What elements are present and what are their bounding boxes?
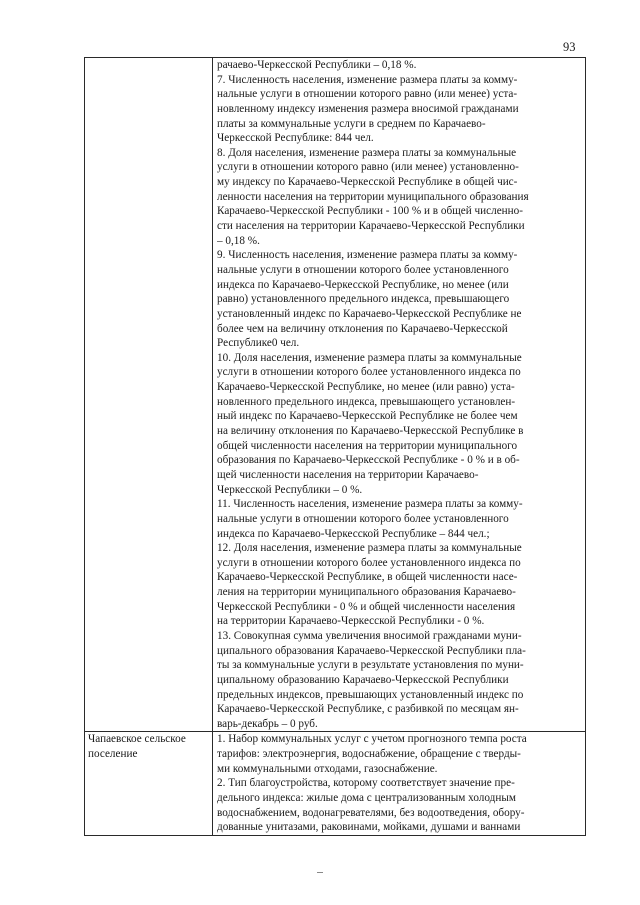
page-footer-mark	[317, 872, 323, 873]
indicator-text-line: на территории Карачаево-Черкесской Республики - 0 %.	[217, 615, 485, 628]
indicator-text-line: Черкесской Республики - 0 % и общей численности населения	[217, 600, 516, 613]
indicator-text-line: 8. Доля населения, изменение размера платы за коммунальные	[217, 146, 517, 159]
indicator-text-line: новленного предельного индекса, превышающего установлен-	[217, 395, 516, 408]
indicator-text-line: Карачаево-Черкесской Республике, с разбивкой по месяцам ян-	[217, 703, 519, 716]
indicator-text-line: равно) установленного предельного индекса, превышающего	[217, 293, 510, 306]
indicator-text-line: 13. Совокупная сумма увеличения вносимой гражданами муни-	[217, 629, 522, 642]
indicator-text-line: сти населения на территории Карачаево-Черкесской Республики	[217, 220, 525, 233]
indicator-text-line: услуги в отношении которого более установленного индекса по	[217, 366, 521, 379]
indicator-paragraph	[217, 629, 583, 731]
indicator-paragraph	[217, 146, 583, 248]
indicator-text-line: ципальному образованию Карачаево-Черкесской Республики	[217, 673, 509, 686]
indicator-text-line: образования по Карачаево-Черкесской Республике - 0 % и в об-	[217, 454, 520, 467]
indicator-text-line: водоснабжением, водонагревателями, без водоотведения, обору-	[217, 806, 525, 819]
indicator-text-line: ленности населения на территории муниципального образования	[217, 190, 529, 203]
indicator-paragraph	[217, 351, 583, 497]
indicators-cell	[213, 58, 586, 732]
indicator-text-line: 1. Набор коммунальных услуг с учетом прогнозного темпа роста	[217, 733, 527, 746]
indicator-text-line: 10. Доля населения, изменение размера платы за коммунальные	[217, 351, 522, 364]
indicator-text-line: Карачаево-Черкесской Республики - 100 % и в общей численно-	[217, 205, 523, 218]
indicator-paragraph	[217, 73, 583, 146]
indicator-text-line: варь-декабрь – 0 руб.	[217, 717, 318, 730]
indicator-text-line: Черкесской Республики – 0 %.	[217, 483, 363, 496]
indicator-text-line: Карачаево-Черкесской Республике, в общей численности насе-	[217, 571, 518, 584]
settlement-name-line: поселение	[88, 748, 138, 761]
indicator-paragraph	[217, 497, 583, 541]
indicator-text-line: Республике0 чел.	[217, 337, 300, 350]
indicator-text-line: более чем на величину отклонения по Карачаево-Черкесской	[217, 322, 508, 335]
indicator-text-line: услуги в отношении которого более установленного индекса по	[217, 556, 521, 569]
indicator-paragraph	[217, 732, 583, 776]
indicator-text-line: на величину отклонения по Карачаево-Черкесской Республике в	[217, 425, 524, 438]
indicator-text-line: ления на территории муниципального образования Карачаево-	[217, 586, 516, 599]
indicator-text-line: нальные услуги в отношении которого равно (или менее) уста-	[217, 88, 518, 101]
indicator-text-line: услуги в отношении которого равно (или менее) установленно-	[217, 161, 519, 174]
indicator-paragraph	[217, 58, 583, 73]
table-row	[85, 732, 586, 835]
table-body	[85, 58, 586, 836]
indicator-paragraph	[217, 776, 583, 835]
indicator-text-line: тарифов: электроэнергия, водоснабжение, обращение с тверды-	[217, 748, 521, 761]
indicator-text-line: нальные услуги в отношении которого более установленного	[217, 263, 509, 276]
indicator-text-line: 9. Численность населения, изменение размера платы за комму-	[217, 249, 518, 262]
document-table	[84, 57, 586, 836]
indicator-text-line: общей численности населения на территории муниципального	[217, 439, 518, 452]
indicator-text-line: 11. Численность населения, изменение размера платы за комму-	[217, 498, 523, 511]
indicators-cell	[213, 732, 586, 835]
indicator-text-line: ми коммунальными отходами, газоснабжение.	[217, 762, 438, 775]
settlement-name-cell	[85, 732, 213, 835]
settlement-name	[85, 732, 212, 761]
indicator-text-line: установленный индекс по Карачаево-Черкесской Республике не	[217, 307, 522, 320]
indicator-text-line: рачаево-Черкесской Республики – 0,18 %.	[217, 59, 417, 71]
indicator-text-line: новленному индексу изменения размера вносимой гражданами	[217, 102, 519, 115]
indicator-text-line: ный индекс по Карачаево-Черкесской Республике не более чем	[217, 410, 518, 423]
indicator-text-line: предельных индексов, превышающих установленный индекс по	[217, 688, 524, 701]
settlement-name-line: Чапаевское сельское	[88, 733, 186, 746]
indicator-text-line: ты за коммунальные услуги в результате установления по муни-	[217, 659, 524, 672]
indicator-text-line: 2. Тип благоустройства, которому соответствует значение пре-	[217, 777, 515, 790]
indicator-text-line: му индексу по Карачаево-Черкесской Республике в общей чис-	[217, 176, 518, 189]
settlement-name-cell	[85, 58, 213, 732]
indicator-text-line: дельного индекса: жилые дома с централизованным холодным	[217, 792, 516, 805]
indicator-text-line: 7. Численность населения, изменение размера платы за комму-	[217, 73, 518, 86]
indicator-text-line: нальные услуги в отношении которого более установленного	[217, 512, 509, 525]
indicator-text-line: Карачаево-Черкесской Республике, но менее (или равно) уста-	[217, 381, 515, 394]
indicator-text-line: индекса по Карачаево-Черкесской Республике, но менее (или	[217, 278, 509, 291]
indicator-text-line: 12. Доля населения, изменение размера платы за коммунальные	[217, 542, 522, 555]
page-number: 93	[563, 40, 576, 54]
indicator-text-line: Черкесской Республике: 844 чел.	[217, 132, 374, 145]
indicator-paragraph	[217, 248, 583, 350]
indicator-paragraph	[217, 541, 583, 629]
indicator-text-line: ципального образования Карачаево-Черкесской Республики пла-	[217, 644, 526, 657]
table-row	[85, 58, 586, 732]
indicator-text-line: индекса по Карачаево-Черкесской Республике – 844 чел.;	[217, 527, 490, 540]
indicator-text-line: дованные унитазами, раковинами, мойками, душами и ваннами	[217, 821, 521, 834]
indicator-text-line: платы за коммунальные услуги в среднем по Карачаево-	[217, 117, 486, 130]
indicator-text-line: щей численности населения на территории Карачаево-	[217, 468, 479, 481]
indicator-text-line: – 0,18 %.	[217, 234, 260, 247]
